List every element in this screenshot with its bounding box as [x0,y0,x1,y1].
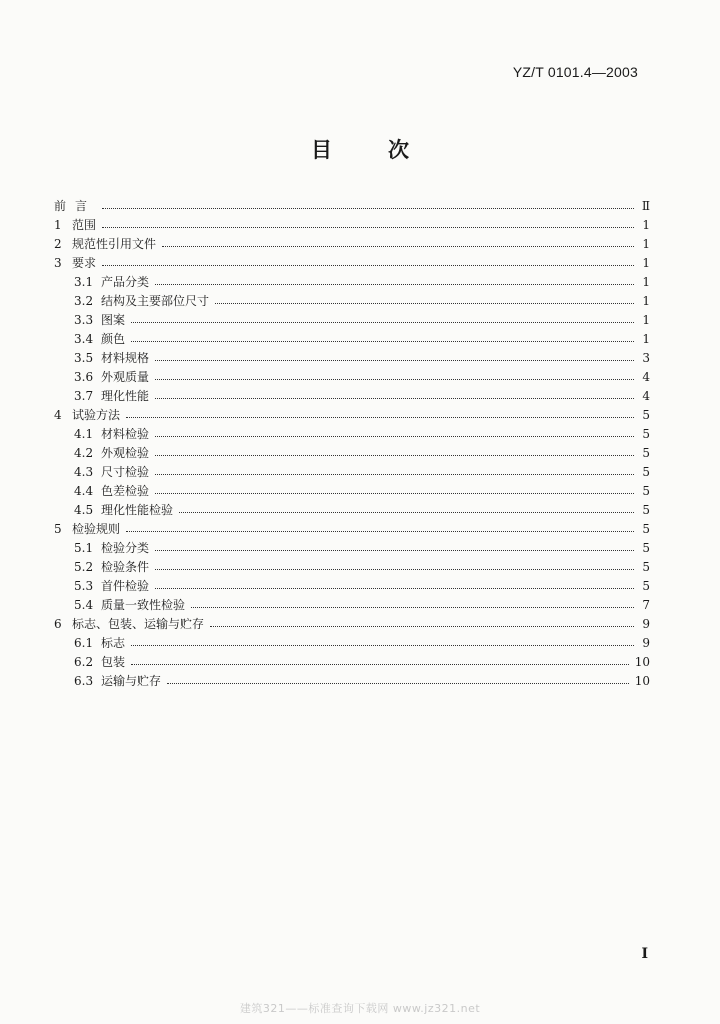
dot-leader [131,664,629,665]
dot-leader [126,417,634,418]
page-title-char-2: 次 [388,138,409,162]
table-of-contents [54,197,650,691]
toc-entry-page: 1 [642,275,650,289]
dot-leader [179,512,634,513]
toc-entry-label: 外观质量 [101,370,150,384]
toc-entry-page: 5 [642,484,650,498]
toc-entry-number: 5.4 [74,598,94,612]
toc-entry[interactable] [54,235,650,254]
toc-entry-number: 3.2 [74,294,94,308]
toc-entry[interactable] [54,425,650,444]
toc-entry-label: 理化性能检验 [101,503,174,517]
toc-entry[interactable] [54,444,650,463]
dot-leader [155,398,634,399]
toc-entry-label: 范围 [72,218,97,232]
toc-entry-number: 5 [54,522,62,536]
toc-entry-number: 5.3 [74,579,94,593]
toc-entry-label: 规范性引用文件 [72,237,157,251]
toc-entry-page: 1 [642,218,650,232]
toc-entry-label: 包装 [101,655,126,669]
toc-entry[interactable] [54,330,650,349]
toc-entry[interactable] [54,596,650,615]
dot-leader [102,265,634,266]
toc-entry[interactable] [54,368,650,387]
toc-entry-label: 结构及主要部位尺寸 [101,294,210,308]
toc-entry-label: 颜色 [101,332,126,346]
toc-entry[interactable] [54,558,650,577]
toc-entry-number: 3.4 [74,332,94,346]
toc-entry-number: 4.3 [74,465,94,479]
toc-entry-number: 6.3 [74,674,94,688]
toc-entry-label: 检验条件 [101,560,150,574]
dot-leader [162,246,634,247]
toc-entry-label: 产品分类 [101,275,150,289]
toc-entry-page: 5 [642,446,650,460]
dot-leader [210,626,634,627]
toc-entry-page: 1 [642,294,650,308]
dot-leader [155,455,634,456]
toc-entry-label: 标志、包装、运输与贮存 [72,617,205,631]
page-number: I [641,946,648,962]
toc-entry-label: 外观检验 [101,446,150,460]
dot-leader [167,683,629,684]
toc-entry-label: 检验分类 [101,541,150,555]
toc-entry-page: 10 [634,674,650,688]
toc-entry[interactable] [54,501,650,520]
toc-entry-page: 5 [642,541,650,555]
toc-entry[interactable] [54,406,650,425]
toc-entry[interactable] [54,311,650,330]
toc-entry[interactable] [54,463,650,482]
toc-entry-page: Ⅱ [641,199,650,213]
page-title-char-1: 目 [311,138,332,162]
toc-entry-label: 首件检验 [101,579,150,593]
toc-entry-number: 3.1 [74,275,94,289]
dot-leader [155,474,634,475]
toc-entry-number: 1 [54,218,62,232]
toc-entry-number: 6.1 [74,636,94,650]
dot-leader [131,341,634,342]
dot-leader [102,227,634,228]
toc-entry-label: 要求 [72,256,97,270]
toc-entry-page: 7 [642,598,650,612]
toc-entry-number: 2 [54,237,62,251]
toc-entry-page: 1 [642,332,650,346]
toc-entry-page: 1 [642,256,650,270]
toc-entry[interactable] [54,482,650,501]
toc-entry[interactable] [54,387,650,406]
toc-entry-number: 3.3 [74,313,94,327]
toc-entry[interactable] [54,634,650,653]
toc-entry-label: 试验方法 [72,408,121,422]
toc-entry-number: 3.7 [74,389,94,403]
toc-entry-page: 9 [642,636,650,650]
toc-entry-label: 材料检验 [101,427,150,441]
toc-entry-page: 3 [642,351,650,365]
page-title [0,134,720,164]
toc-entry-label: 理化性能 [101,389,150,403]
toc-entry-page: 9 [642,617,650,631]
dot-leader [155,550,634,551]
toc-entry-page: 10 [634,655,650,669]
toc-entry-number: 3.6 [74,370,94,384]
toc-entry-number: 4.5 [74,503,94,517]
toc-entry-page: 1 [642,313,650,327]
toc-entry[interactable] [54,653,650,672]
toc-entry-label: 标志 [101,636,126,650]
dot-leader [126,531,634,532]
toc-entry-number: 4.2 [74,446,94,460]
dot-leader [131,645,634,646]
toc-entry-page: 4 [642,370,650,384]
toc-entry-number: 3.5 [74,351,94,365]
dot-leader [155,436,634,437]
toc-entry[interactable] [54,292,650,311]
dot-leader [155,379,634,380]
dot-leader [155,588,634,589]
dot-leader [155,569,634,570]
toc-entry[interactable] [54,577,650,596]
toc-entry-label: 色差检验 [101,484,150,498]
toc-entry-number: 5.1 [74,541,94,555]
toc-entry-label: 检验规则 [72,522,121,536]
dot-leader [155,284,634,285]
toc-entry-label: 图案 [101,313,126,327]
toc-entry[interactable] [54,539,650,558]
dot-leader [155,360,634,361]
toc-entry-page: 1 [642,237,650,251]
toc-entry[interactable] [54,672,650,691]
toc-entry-number: 6 [54,617,62,631]
dot-leader [215,303,634,304]
toc-entry[interactable] [54,216,650,235]
toc-entry-page: 5 [642,522,650,536]
toc-entry[interactable] [54,615,650,634]
dot-leader [102,208,634,209]
toc-entry-label: 质量一致性检验 [101,598,186,612]
toc-entry-page: 4 [642,389,650,403]
toc-entry-page: 5 [642,560,650,574]
toc-entry-number: 4.1 [74,427,94,441]
dot-leader [191,607,634,608]
toc-entry-number: 5.2 [74,560,94,574]
dot-leader [155,493,634,494]
toc-entry-label: 前言 [54,199,97,213]
toc-entry-label: 材料规格 [101,351,150,365]
toc-entry-page: 5 [642,427,650,441]
toc-entry-number: 4 [54,408,62,422]
toc-entry[interactable] [54,254,650,273]
toc-entry-number: 6.2 [74,655,94,669]
toc-entry[interactable] [54,273,650,292]
toc-entry-page: 5 [642,503,650,517]
toc-entry[interactable] [54,197,650,216]
toc-entry-page: 5 [642,408,650,422]
toc-entry-page: 5 [642,579,650,593]
toc-entry-label: 运输与贮存 [101,674,162,688]
watermark: 建筑321——标准查询下载网 www.jz321.net [239,1002,481,1015]
toc-entry-number: 4.4 [74,484,94,498]
toc-entry-page: 5 [642,465,650,479]
toc-entry-label: 尺寸检验 [101,465,150,479]
standard-code: YZ/T 0101.4—2003 [512,64,638,80]
dot-leader [131,322,634,323]
toc-entry[interactable] [54,349,650,368]
toc-entry-number: 3 [54,256,62,270]
toc-entry[interactable] [54,520,650,539]
